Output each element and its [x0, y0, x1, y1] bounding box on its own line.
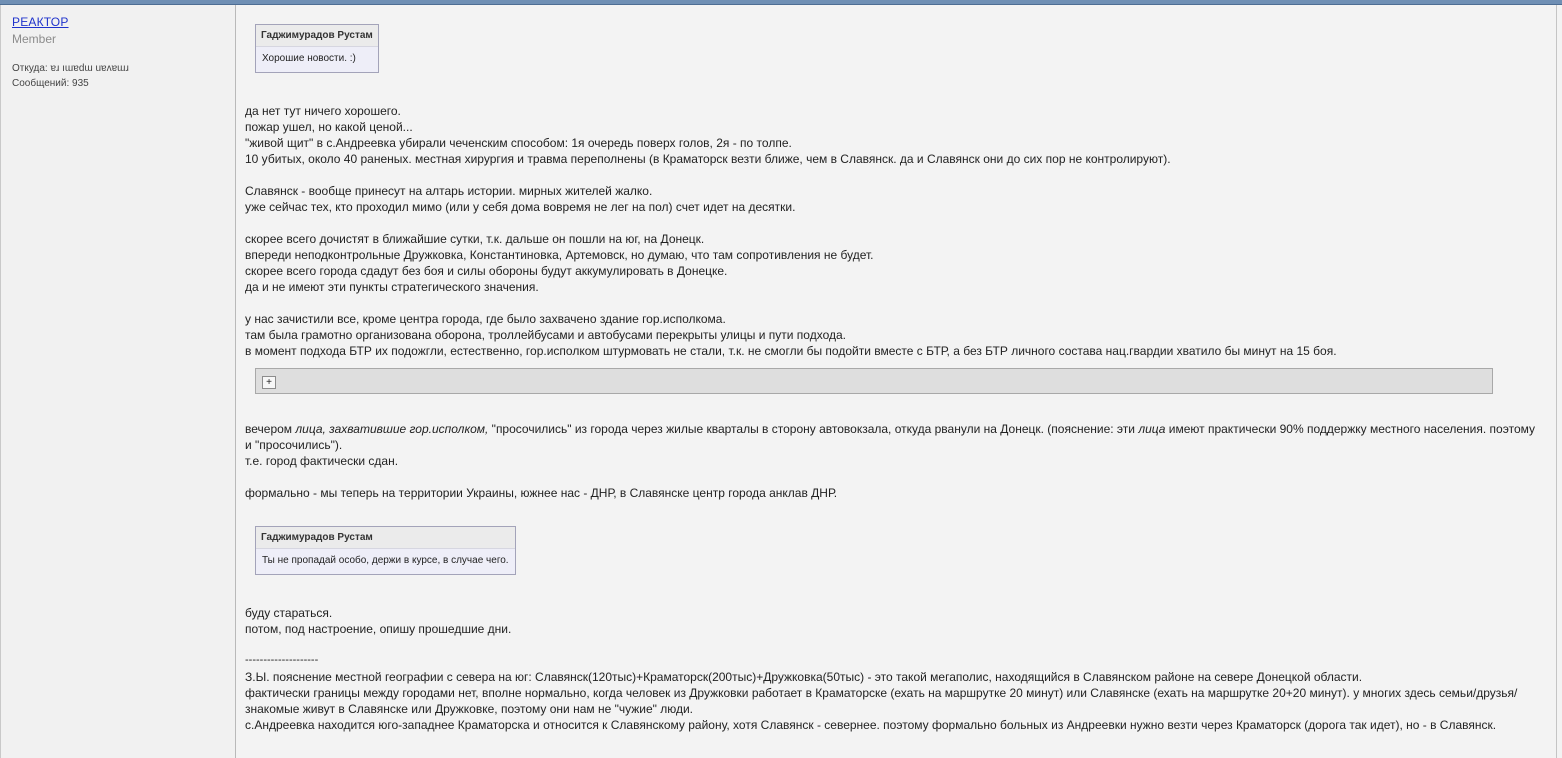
user-role: Member — [12, 32, 57, 46]
text-fragment: имеют практически 90% поддержку местного населения. поэтому и "просочились"). — [245, 422, 1536, 452]
text-line: "живой щит" в с.Андреевка убирали чеченским способом: 1я очередь поверх голов, 2я - по толпе. — [245, 136, 792, 150]
post-body — [245, 5, 1545, 758]
posts-count: 935 — [72, 78, 89, 89]
location-label: Откуда: — [12, 63, 48, 74]
text-line: З.Ы. пояснение местной географии с севера на юг: Славянск(120тыс)+Краматорск(200тыс)+Дружковка(50тыс) - это такой мегаполис, находящийся в Славянском районе на севере Донецкой области. — [245, 670, 1363, 684]
text-line: уже сейчас тех, кто проходил мимо (или у себя дома вовремя не лег на пол) счет идет на десятки. — [245, 200, 796, 214]
text-line: 10 убитых, около 40 раненых. местная хирургия и травма переполнены (в Краматорск везти ближе, чем в Славянск. да и Славянск они до сих пор не контролируют). — [245, 152, 1171, 166]
text-line: фактически границы между городами нет, вполне нормально, когда человек из Дружковки работает в Краматорске (ехать на маршрутке 20 минут) или Славянске (ехать на маршрутке 20+20 минут). у многих здесь семьи/друзья/знакомые живут в Славянске или Дружковке, поэтому они нам не "чужие" люди. — [245, 686, 1518, 716]
text-line: скорее всего города сдадут без боя и силы обороны будут аккумулировать в Донецке. — [245, 264, 728, 278]
text-line: потом, под настроение, опишу прошедшие дни. — [245, 622, 512, 636]
quote-author: Гаджимурадов Рустам — [256, 25, 378, 47]
post-right-border — [1556, 5, 1557, 758]
separator-line: -------------------- — [245, 654, 319, 666]
italic-fragment: лица — [1138, 422, 1166, 436]
text-line — [245, 421, 1545, 453]
text-line: да и не имеют эти пункты стратегического значения. — [245, 280, 539, 294]
user-sidebar — [0, 5, 236, 758]
text-line: в момент подхода БТР их подожгли, естественно, гор.исполком штурмовать не стали, т.к. не смогли бы подойти вместе с БТР, а без БТР личного состава нац.гвардии хватило бы минут на 15 боя. — [245, 344, 1337, 358]
text-line: с.Андреевка находится юго-западнее Краматорска и относится к Славянскому району, хотя Славянск - севернее. поэтому формально больных из Андреевки нужно везти через Краматорск (дорога так идет), но - в Славянск. — [245, 718, 1497, 732]
spoiler-box — [255, 368, 1493, 394]
username-link[interactable]: РЕАКТОР — [12, 15, 69, 29]
text-line: впереди неподконтрольные Дружковка, Константиновка, Артемовск, но думаю, что там сопротивления не будет. — [245, 248, 874, 262]
quote-author: Гаджимурадов Рустам — [256, 527, 515, 549]
quote-block — [255, 526, 516, 575]
text-fragment: "просочились" из города через жилые кварталы в сторону автовокзала, откуда рванули на Донецк. (пояснение: эти — [488, 422, 1139, 436]
text-line: там была грамотно организована оборона, троллейбусами и автобусами перекрыты улицы и пути подхода. — [245, 328, 846, 342]
user-post-count — [12, 78, 89, 89]
text-line: да нет тут ничего хорошего. — [245, 104, 401, 118]
italic-fragment: лица, захватившие гор.исполком, — [295, 422, 489, 436]
posts-label: Сообщений: — [12, 78, 70, 89]
text-line: буду стараться. — [245, 606, 333, 620]
text-line: Славянск - вообще принесут на алтарь истории. мирных жителей жалко. — [245, 184, 653, 198]
user-location — [12, 63, 129, 74]
text-line: пожар ушел, но какой ценой... — [245, 120, 413, 134]
text-line: у нас зачистили все, кроме центра города, где было захвачено здание гор.исполкома. — [245, 312, 726, 326]
spoiler-toggle-button[interactable]: + — [262, 376, 276, 389]
quote-text: Хорошие новости. :) — [262, 53, 356, 64]
location-value: ɐɹ ıɯɐdɯ uɐʌɐɯɹ — [50, 63, 129, 74]
quote-block — [255, 24, 379, 73]
text-line: формально - мы теперь на территории Украины, южнее нас - ДНР, в Славянске центр города анклав ДНР. — [245, 486, 838, 500]
quote-text: Ты не пропадай особо, держи в курсе, в случае чего. — [262, 555, 509, 566]
text-line: скорее всего дочистят в ближайшие сутки, т.к. дальше он пошли на юг, на Донецк. — [245, 232, 705, 246]
text-fragment: вечером — [245, 422, 296, 436]
text-line: т.е. город фактически сдан. — [245, 454, 399, 468]
